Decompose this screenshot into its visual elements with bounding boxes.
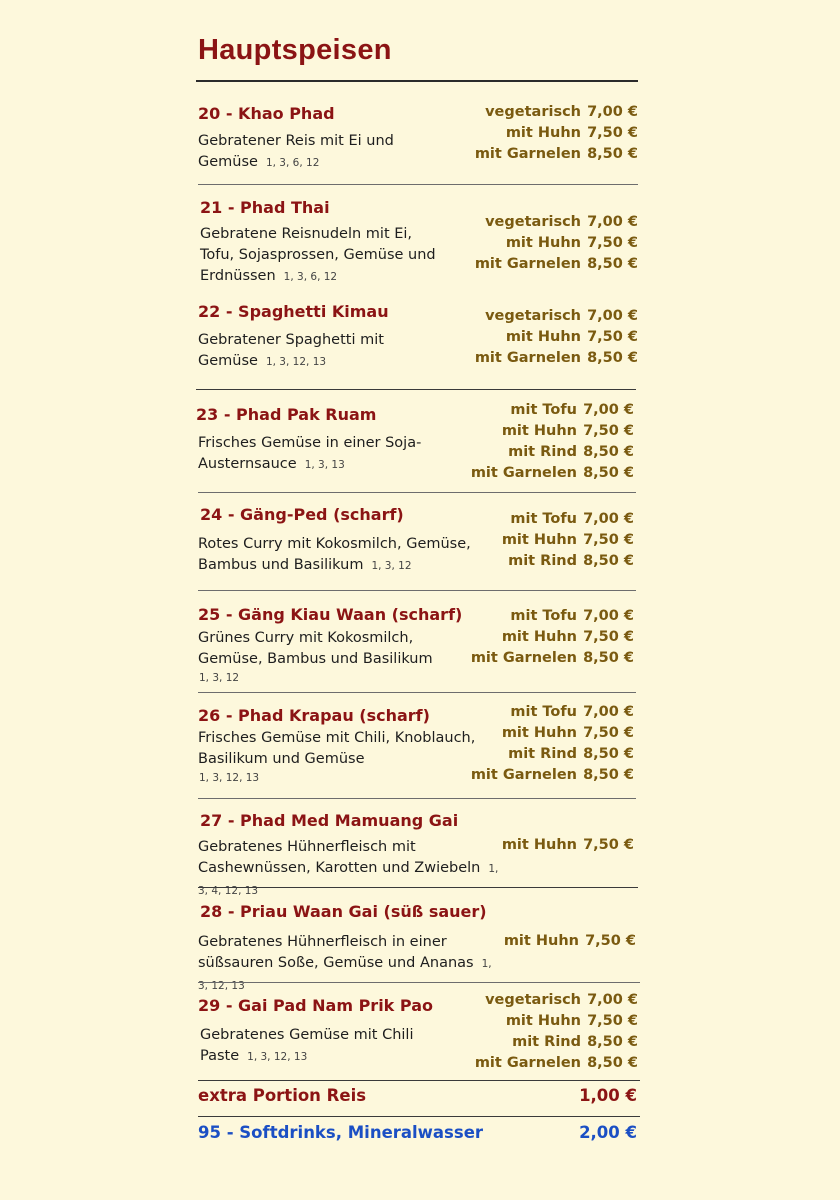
price-amount: 8,50 € xyxy=(587,256,638,272)
price-variant: mit Huhn xyxy=(501,532,577,548)
price-row xyxy=(475,990,638,1011)
item-divider xyxy=(198,184,638,185)
price-variant: mit Garnelen xyxy=(470,465,577,481)
item-description-text: Rotes Curry mit Kokosmilch, Gemüse, Bambus und Basilikum xyxy=(198,536,471,573)
price-row xyxy=(471,627,634,648)
item-name: 25 - Gäng Kiau Waan (scharf) xyxy=(198,605,463,624)
item-name: 23 - Phad Pak Ruam xyxy=(196,405,377,424)
item-prices xyxy=(475,990,638,1074)
price-variant: mit Huhn xyxy=(505,235,581,251)
price-amount: 7,00 € xyxy=(587,308,638,324)
price-variant: vegetarisch xyxy=(485,992,581,1008)
extra-price: 1,00 € xyxy=(579,1086,637,1105)
item-allergens: 1, 3, 4, 12, 13 xyxy=(198,863,499,897)
item-description xyxy=(198,131,428,174)
price-variant: mit Tofu xyxy=(510,402,577,418)
item-divider xyxy=(198,887,638,888)
item-description-text: Gebratene Reisnudeln mit Ei, Tofu, Sojasprossen, Gemüse und Erdnüssen xyxy=(200,226,436,284)
price-amount: 7,00 € xyxy=(583,704,634,720)
price-variant: mit Rind xyxy=(512,1034,581,1050)
item-description xyxy=(198,534,504,577)
price-variant: mit Rind xyxy=(508,553,577,569)
item-description xyxy=(198,628,464,686)
price-row xyxy=(471,463,634,484)
price-row xyxy=(471,606,634,627)
item-description-text: Frisches Gemüse in einer Soja-Austernsauce xyxy=(198,435,422,472)
item-name: 20 - Khao Phad xyxy=(198,104,335,123)
item-description xyxy=(198,330,438,373)
price-amount: 7,00 € xyxy=(583,608,634,624)
price-row xyxy=(475,1053,638,1074)
price-row xyxy=(475,348,638,369)
drinks-label: 95 - Softdrinks, Mineralwasser xyxy=(198,1123,484,1142)
item-name: 28 - Priau Waan Gai (süß sauer) xyxy=(200,902,487,921)
price-row xyxy=(502,530,634,551)
item-divider xyxy=(198,1080,640,1081)
item-description xyxy=(200,1025,446,1068)
price-amount: 8,50 € xyxy=(583,650,634,666)
price-variant: mit Garnelen xyxy=(470,767,577,783)
price-row xyxy=(475,102,638,123)
item-divider xyxy=(196,389,636,390)
item-name: 26 - Phad Krapau (scharf) xyxy=(198,706,430,725)
price-amount: 7,50 € xyxy=(583,837,634,853)
price-row xyxy=(471,648,634,669)
price-row xyxy=(471,744,634,765)
price-amount: 7,50 € xyxy=(587,235,638,251)
price-variant: mit Huhn xyxy=(501,837,577,853)
price-row xyxy=(471,702,634,723)
item-description-text: Grünes Curry mit Kokosmilch, Gemüse, Bambus und Basilikum xyxy=(198,630,433,667)
price-row xyxy=(475,254,638,275)
price-variant: mit Garnelen xyxy=(474,350,581,366)
item-allergens: 1, 3, 6, 12 xyxy=(265,157,320,169)
item-name: 22 - Spaghetti Kimau xyxy=(198,302,389,321)
item-allergens: 1, 3, 13 xyxy=(304,459,345,471)
item-prices xyxy=(475,306,638,369)
item-name: 24 - Gäng-Ped (scharf) xyxy=(200,505,404,524)
price-variant: mit Rind xyxy=(508,746,577,762)
drinks-price: 2,00 € xyxy=(579,1123,637,1142)
item-description-text: Gebratenes Hühnerfleisch in einer süßsauren Soße, Gemüse und Ananas xyxy=(198,934,474,971)
price-amount: 7,00 € xyxy=(587,992,638,1008)
price-amount: 7,00 € xyxy=(583,402,634,418)
item-divider xyxy=(198,982,640,983)
item-divider xyxy=(198,590,636,591)
price-row xyxy=(475,1011,638,1032)
price-amount: 7,00 € xyxy=(587,214,638,230)
item-allergens: 1, 3, 12 xyxy=(371,560,412,572)
price-row xyxy=(471,400,634,421)
price-row xyxy=(471,723,634,744)
price-amount: 8,50 € xyxy=(587,1034,638,1050)
item-prices xyxy=(475,102,638,165)
price-row xyxy=(471,765,634,786)
item-prices xyxy=(471,702,634,786)
item-prices xyxy=(504,931,636,952)
price-row xyxy=(475,306,638,327)
price-variant: vegetarisch xyxy=(485,214,581,230)
item-divider xyxy=(198,692,636,693)
price-variant: mit Huhn xyxy=(505,1013,581,1029)
price-variant: mit Huhn xyxy=(501,423,577,439)
price-amount: 7,50 € xyxy=(587,125,638,141)
price-amount: 7,50 € xyxy=(587,1013,638,1029)
item-description xyxy=(198,433,438,476)
item-allergens: 1, 3, 12, 13 xyxy=(198,958,492,992)
item-name: 29 - Gai Pad Nam Prik Pao xyxy=(198,996,433,1015)
price-variant: vegetarisch xyxy=(485,104,581,120)
price-amount: 7,50 € xyxy=(583,423,634,439)
page-title: Hauptspeisen xyxy=(198,34,392,66)
item-description-text: Gebratener Spaghetti mit Gemüse xyxy=(198,332,384,369)
price-variant: mit Huhn xyxy=(505,125,581,141)
price-row xyxy=(475,233,638,254)
price-amount: 8,50 € xyxy=(587,350,638,366)
item-prices xyxy=(471,606,634,669)
price-variant: mit Huhn xyxy=(501,629,577,645)
item-description xyxy=(200,224,450,288)
item-prices xyxy=(502,509,634,572)
price-row xyxy=(504,931,636,952)
price-amount: 8,50 € xyxy=(583,465,634,481)
price-amount: 7,50 € xyxy=(583,725,634,741)
item-allergens: 1, 3, 12, 13 xyxy=(247,1051,308,1063)
item-allergens: 1, 3, 12, 13 xyxy=(265,356,327,368)
item-description xyxy=(198,728,482,786)
price-amount: 8,50 € xyxy=(583,444,634,460)
item-description xyxy=(198,932,498,997)
price-variant: mit Tofu xyxy=(510,704,577,720)
price-variant: mit Huhn xyxy=(501,725,577,741)
price-row xyxy=(475,1032,638,1053)
price-variant: mit Tofu xyxy=(510,608,577,624)
price-variant: mit Garnelen xyxy=(474,256,581,272)
price-amount: 8,50 € xyxy=(587,146,638,162)
price-variant: mit Tofu xyxy=(510,511,577,527)
price-row xyxy=(475,327,638,348)
price-variant: mit Rind xyxy=(508,444,577,460)
item-allergens: 1, 3, 12, 13 xyxy=(199,772,260,784)
item-description-text: Gebratener Reis mit Ei und Gemüse xyxy=(198,133,394,170)
price-amount: 8,50 € xyxy=(583,746,634,762)
price-amount: 7,50 € xyxy=(585,933,636,949)
price-row xyxy=(502,835,634,856)
price-amount: 7,50 € xyxy=(587,329,638,345)
price-variant: vegetarisch xyxy=(485,308,581,324)
item-prices xyxy=(475,212,638,275)
price-amount: 8,50 € xyxy=(583,767,634,783)
price-row xyxy=(502,509,634,530)
price-amount: 8,50 € xyxy=(583,553,634,569)
price-row xyxy=(475,123,638,144)
price-variant: mit Huhn xyxy=(503,933,579,949)
item-allergens: 1, 3, 12 xyxy=(199,672,240,684)
item-name: 21 - Phad Thai xyxy=(200,198,330,217)
price-variant: mit Garnelen xyxy=(474,146,581,162)
title-divider xyxy=(196,80,638,82)
item-divider xyxy=(198,798,636,799)
item-allergens: 1, 3, 6, 12 xyxy=(283,271,338,283)
item-prices xyxy=(471,400,634,484)
price-variant: mit Garnelen xyxy=(470,650,577,666)
price-amount: 7,00 € xyxy=(583,511,634,527)
item-divider xyxy=(198,492,636,493)
extra-label: extra Portion Reis xyxy=(198,1086,367,1105)
price-amount: 7,00 € xyxy=(587,104,638,120)
item-prices xyxy=(502,835,634,856)
price-amount: 7,50 € xyxy=(583,532,634,548)
item-name: 27 - Phad Med Mamuang Gai xyxy=(200,811,459,830)
item-description-text: Gebratenes Gemüse mit Chili Paste xyxy=(200,1027,414,1064)
price-row xyxy=(471,442,634,463)
item-description-text: Frisches Gemüse mit Chili, Knoblauch, Basilikum und Gemüse xyxy=(198,730,476,767)
price-row xyxy=(471,421,634,442)
item-description-text: Gebratenes Hühnerfleisch mit Cashewnüssen, Karotten und Zwiebeln xyxy=(198,839,481,876)
item-divider xyxy=(198,1116,640,1117)
price-amount: 8,50 € xyxy=(587,1055,638,1071)
price-row xyxy=(502,551,634,572)
item-description xyxy=(198,837,510,902)
price-row xyxy=(475,212,638,233)
price-amount: 7,50 € xyxy=(583,629,634,645)
price-variant: mit Huhn xyxy=(505,329,581,345)
price-variant: mit Garnelen xyxy=(474,1055,581,1071)
price-row xyxy=(475,144,638,165)
